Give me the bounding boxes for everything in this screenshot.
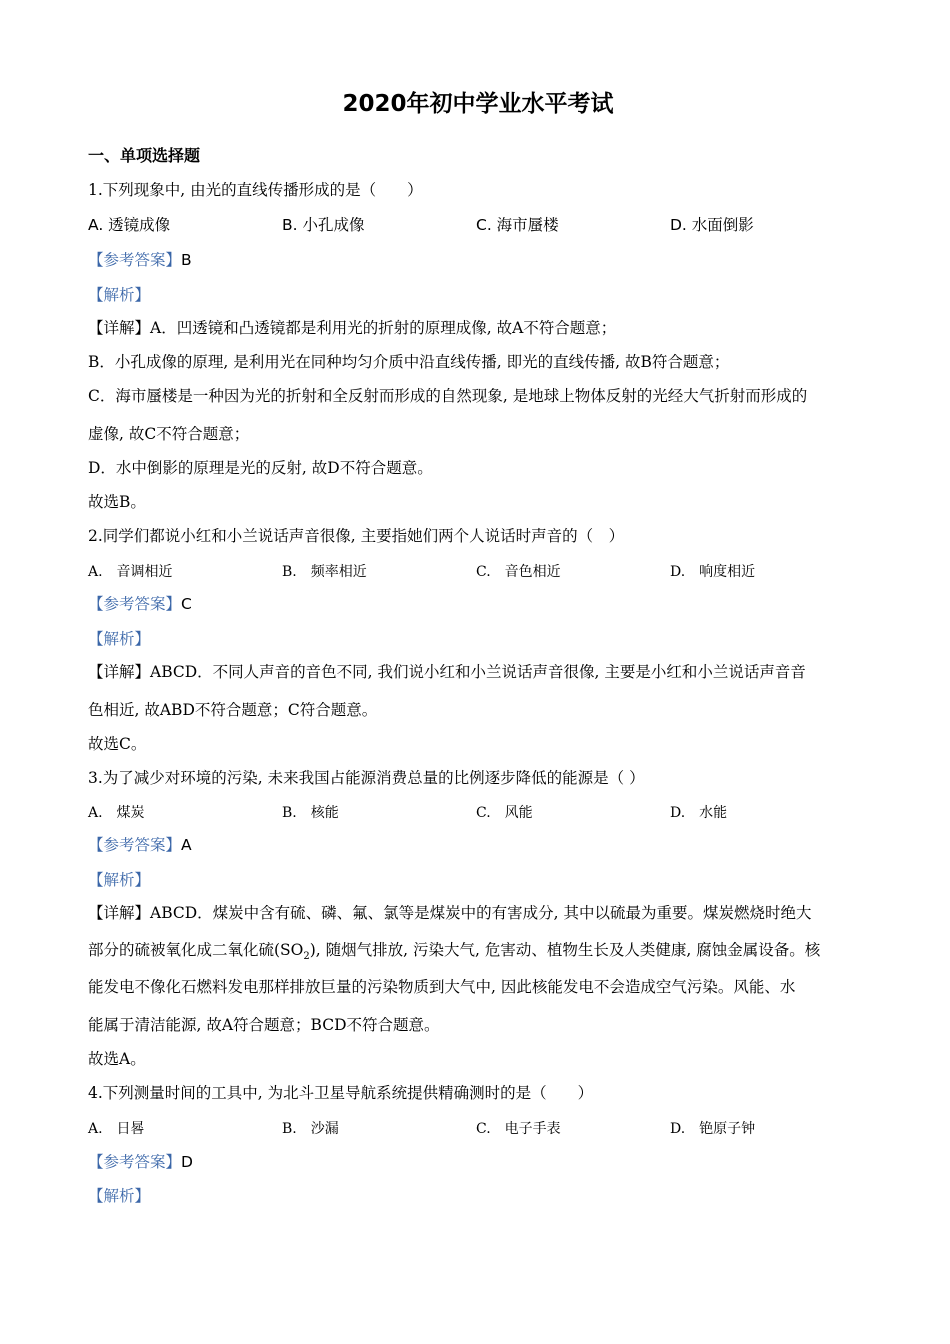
q1-option-b: B. 小孔成像 xyxy=(282,216,365,234)
page-title: 2020年初中学业水平考试 xyxy=(342,91,614,117)
q3-detail-line-4: 能属于清洁能源, 故A符合题意；BCD不符合题意。 xyxy=(88,1016,440,1034)
q3-option-d: D. 水能 xyxy=(670,805,728,821)
q2-option-d: D. 响度相近 xyxy=(670,564,756,580)
q1-option-c: C. 海市蜃楼 xyxy=(476,216,559,234)
q2-option-c: C. 音色相近 xyxy=(476,564,561,580)
section-heading: 一、单项选择题 xyxy=(88,146,201,165)
q4-analysis-label: 【解析】 xyxy=(88,1187,151,1205)
q4-answer: 【参考答案】D xyxy=(88,1153,193,1171)
q1-conclusion: 故选B。 xyxy=(88,493,146,511)
q2-analysis-label: 【解析】 xyxy=(88,630,151,648)
q4-option-a: A. 日晷 xyxy=(88,1121,145,1137)
q4-option-c: C. 电子手表 xyxy=(476,1121,561,1137)
question-4-stem: 4.下列测量时间的工具中, 为北斗卫星导航系统提供精确测时的是（ ） xyxy=(88,1084,594,1102)
q3-detail-line-3: 能发电不像化石燃料发电那样排放巨量的污染物质到大气中, 因此核能发电不会造成空气污染。风能、水 xyxy=(88,978,796,996)
q3-conclusion: 故选A。 xyxy=(88,1050,146,1068)
q2-option-b: B. 频率相近 xyxy=(282,564,367,580)
q2-answer: 【参考答案】C xyxy=(88,595,192,613)
q3-option-c: C. 风能 xyxy=(476,805,533,821)
q3-option-b: B. 核能 xyxy=(282,805,339,821)
question-3-stem: 3.为了减少对环境的污染, 未来我国占能源消费总量的比例逐步降低的能源是（ ） xyxy=(88,769,645,787)
q4-option-b: B. 沙漏 xyxy=(282,1121,339,1137)
q1-detail-line-4: 虚像, 故C不符合题意； xyxy=(88,425,250,443)
question-2-stem: 2.同学们都说小红和小兰说话声音很像, 主要指她们两个人说话时声音的（ ） xyxy=(88,527,625,545)
q1-answer: 【参考答案】B xyxy=(88,251,192,269)
q1-option-d: D. 水面倒影 xyxy=(670,216,754,234)
question-1-stem: 1.下列现象中, 由光的直线传播形成的是（ ） xyxy=(88,181,423,199)
q2-detail-line-1: 【详解】ABCD．不同人声音的音色不同, 我们说小红和小兰说话声音很像, 主要是小红和小兰说话声音音 xyxy=(88,663,806,681)
q3-option-a: A. 煤炭 xyxy=(88,805,145,821)
q3-detail-line-2: 部分的硫被氧化成二氧化硫$(SO_2)$, 随烟气排放, 污染大气, 危害动、植物生长及人类健康, 腐蚀金属设备。核 xyxy=(88,941,821,963)
subscript-2: 2 xyxy=(303,951,310,963)
q3-analysis-label: 【解析】 xyxy=(88,871,151,889)
q2-option-a: A. 音调相近 xyxy=(88,564,173,580)
q1-detail-line-2: B．小孔成像的原理, 是利用光在同种均匀介质中沿直线传播, 即光的直线传播, 故B符合题意； xyxy=(88,353,730,371)
q1-detail-line-1: 【详解】A．凹透镜和凸透镜都是利用光的折射的原理成像, 故A不符合题意； xyxy=(88,319,617,337)
q1-detail-line-3: C．海市蜃楼是一种因为光的折射和全反射而形成的自然现象, 是地球上物体反射的光经大气折射而形成的 xyxy=(88,387,808,405)
q4-option-d: D. 铯原子钟 xyxy=(670,1121,756,1137)
q1-detail-line-5: D．水中倒影的原理是光的反射, 故D不符合题意。 xyxy=(88,459,433,477)
q3-answer: 【参考答案】A xyxy=(88,836,192,854)
q1-option-a: A. 透镜成像 xyxy=(88,216,171,234)
q1-analysis-label: 【解析】 xyxy=(88,286,151,304)
q3-detail-line-1: 【详解】ABCD．煤炭中含有硫、磷、氟、氯等是煤炭中的有害成分, 其中以硫最为重要。煤炭燃烧时绝大 xyxy=(88,904,812,922)
q2-conclusion: 故选C。 xyxy=(88,735,147,753)
q2-detail-line-2: 色相近, 故ABD不符合题意；C符合题意。 xyxy=(88,701,378,719)
